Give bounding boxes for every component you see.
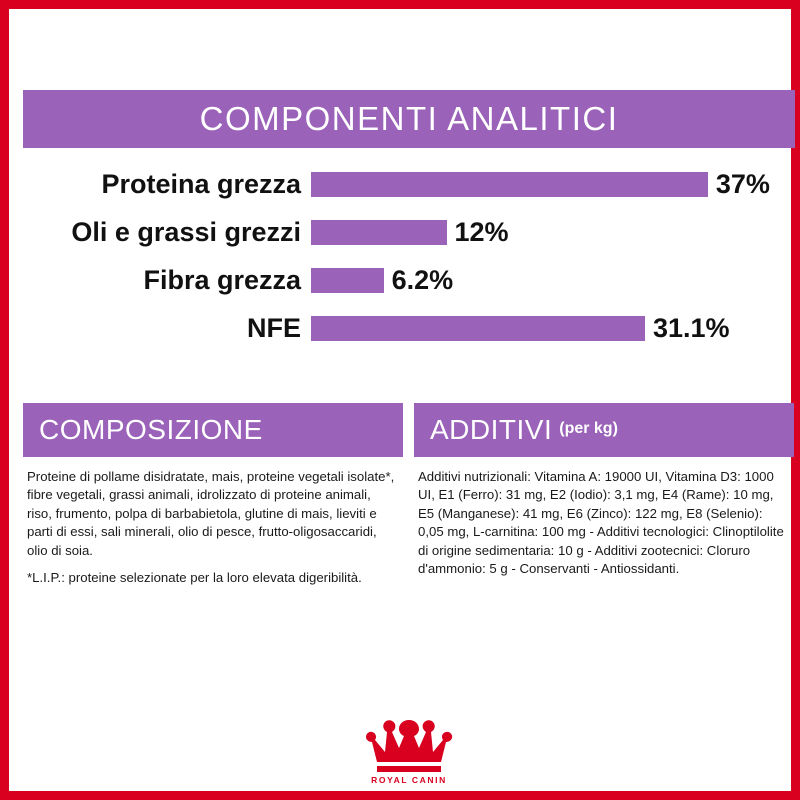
brand-logo — [354, 718, 464, 785]
panel-inner — [18, 18, 800, 800]
bar-label: Oli e grassi grezzi — [71, 216, 301, 247]
additives-paragraph: Additivi nutrizionali: Vitamina A: 19000 UI, Vitamina D3: 1000 UI, E1 (Ferro): 31 mg, E2 (Iodio): 3,1 mg, E4 (Rame): 10 mg, E5 (Manganese): 41 mg, E6 (Zinco): 122 mg, E8 (Selenio): 0,05 mg, L-carnitina: 100 mg - Additivi tecnologici: Clinoptilolite di origine sedimentaria: 10 g - Additivi zootecnici: Cloruro d'ammonio: 5 g - Conservanti - Antiossidanti. — [418, 469, 784, 577]
composition-title: COMPOSIZIONE — [39, 414, 263, 445]
bar-track — [311, 304, 795, 352]
brand-wordmark: ROYAL CANIN — [371, 775, 447, 785]
bar-fill — [311, 268, 384, 293]
analytical-bar-chart — [23, 160, 795, 352]
bar-label: Proteina grezza — [101, 168, 301, 199]
composition-body — [23, 457, 403, 588]
chart-row — [23, 256, 795, 304]
bar-value: 12% — [454, 216, 509, 247]
bar-fill — [311, 316, 645, 341]
detail-panels — [23, 403, 795, 597]
bar-fill — [311, 172, 708, 197]
composition-panel — [23, 403, 403, 597]
bar-track — [311, 208, 795, 256]
bar-label: Fibra grezza — [143, 264, 301, 295]
bar-value: 6.2% — [391, 264, 454, 295]
page-title: COMPONENTI ANALITICI — [199, 100, 619, 137]
bar-track — [311, 160, 795, 208]
analytical-components-banner — [23, 90, 795, 148]
bar-value: 31.1% — [652, 312, 730, 343]
chart-row — [23, 208, 795, 256]
additives-panel — [414, 403, 794, 597]
additives-title: ADDITIVI — [430, 414, 553, 445]
bar-fill — [311, 220, 447, 245]
bar-label: NFE — [247, 312, 301, 343]
composition-footnote: *L.I.P.: proteine selezionate per la loro elevata digeribilità. — [27, 570, 362, 586]
additives-subtitle: (per kg) — [559, 420, 618, 437]
crown-icon — [363, 718, 455, 774]
additives-panel-header — [414, 403, 794, 457]
chart-row — [23, 160, 795, 208]
chart-row — [23, 304, 795, 352]
composition-panel-header — [23, 403, 403, 457]
bar-track — [311, 256, 795, 304]
composition-paragraph: Proteine di pollame disidratate, mais, proteine vegetali isolate*, fibre vegetali, grassi animali, idrolizzato di proteine animali, riso, frumento, polpa di barbabietola, glutine di mais, lieviti e parti di essi, sali minerali, olio di pesce, frutto-oligosaccaridi, olio di soia. — [27, 469, 395, 558]
bar-value: 37% — [715, 168, 770, 199]
additives-body — [414, 457, 794, 579]
